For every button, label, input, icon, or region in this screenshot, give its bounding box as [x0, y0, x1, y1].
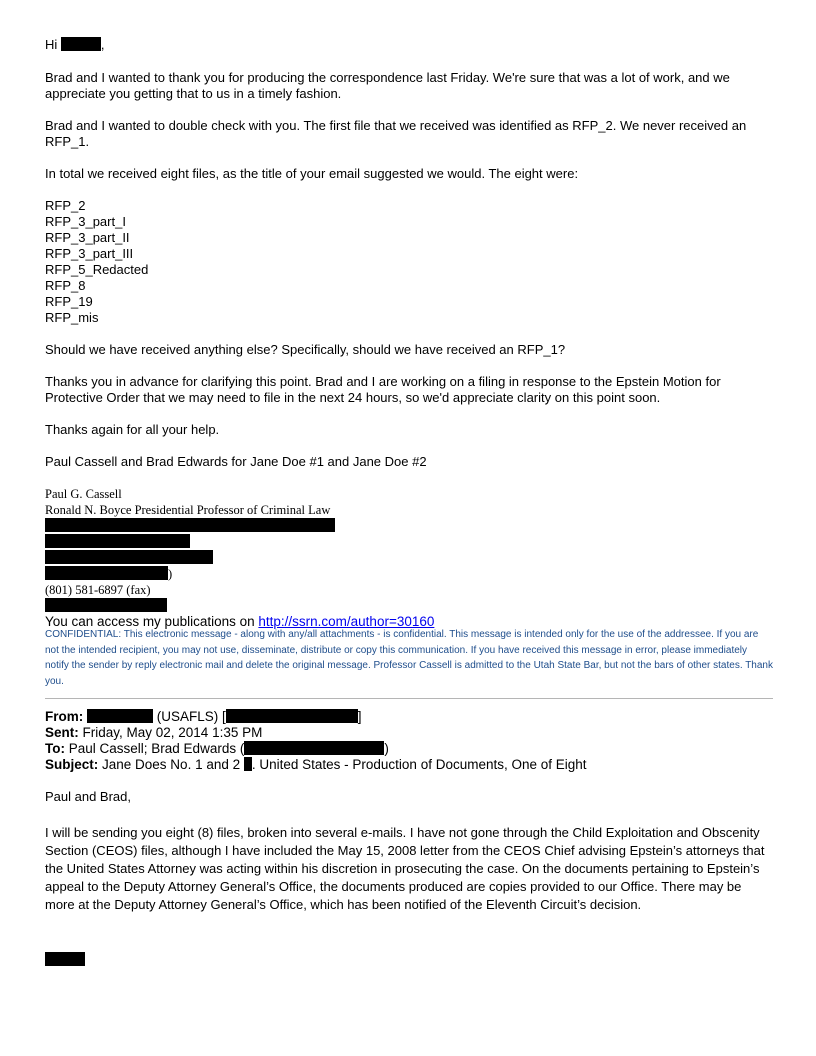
from-label: From: — [45, 709, 84, 724]
redacted-name — [61, 37, 101, 51]
paragraph-thanks-again: Thanks again for all your help. — [45, 422, 220, 437]
paragraph-sign-off: Paul Cassell and Brad Edwards for Jane Doe #1 and Jane Doe #2 — [45, 454, 427, 469]
confidentiality-notice: CONFIDENTIAL: This electronic message - along with any/all attachments - is confidential. This message is intended only for the use of the addressee. If you are not the intended recipient, you may not use, disseminate, distribute or copy this communication. If you have received this message in error, please immediately notify the sender by reply electronic mail and delete the original message. Professor Cassell is admitted to the Utah State Bar, but not the bars of other states. Thank you. — [45, 629, 773, 687]
signature-fax: (801) 581-6897 (fax) — [45, 583, 151, 597]
to-end: ) — [384, 741, 389, 756]
from-org: (USAFLS) [ — [153, 709, 226, 724]
file-list-item: RFP_3_part_II — [45, 230, 130, 245]
sent-value: Friday, May 02, 2014 1:35 PM — [78, 725, 263, 740]
phone-suffix: ) — [168, 567, 173, 581]
greeting-comma: , — [100, 37, 105, 52]
subject-line — [45, 757, 587, 773]
redacted-sender-signoff — [45, 952, 85, 966]
redacted-phone — [45, 566, 168, 580]
publications-link[interactable]: http://ssrn.com/author=30160 — [258, 614, 435, 629]
from-line — [45, 709, 587, 725]
greeting-line — [45, 37, 105, 53]
forwarded-paragraph: I will be sending you eight (8) files, broken into several e-mails. I have not gone through the Child Exploitation and Obscenity Section (CEOS) files, although I have included the May 15, 2008 letter from the CEOS Chief advising Epstein’s attorneys that the United States Attorney was acting within his discretion in prosecuting the case. On the documents pertaining to Epstein’s appeal to the Deputy Attorney General’s Office, the documents produced are copies provided to our Office. There may be more at the Deputy Attorney General’s Office, which has been notified of the Eleventh Circuit’s decision. — [45, 825, 765, 912]
sent-line — [45, 725, 587, 741]
file-list-item: RFP_8 — [45, 278, 86, 293]
forwarded-salutation: Paul and Brad, — [45, 789, 132, 804]
redacted-address-line — [45, 550, 213, 564]
paragraph-question: Should we have received anything else? Specifically, should we have received an RFP_1? — [45, 342, 566, 357]
signature-block — [45, 486, 335, 614]
subject-label: Subject: — [45, 757, 99, 772]
file-list-item: RFP_2 — [45, 198, 86, 213]
sent-label: Sent: — [45, 725, 79, 740]
signature-title: Ronald N. Boyce Presidential Professor of Criminal Law — [45, 503, 331, 517]
greeting-text: Hi — [45, 37, 58, 52]
redacted-email — [45, 598, 167, 612]
paragraph-thanks: Brad and I wanted to thank you for producing the correspondence last Friday. We're sure that was a lot of work, and we appreciate you getting that to us in a timely fashion. — [45, 70, 730, 101]
redacted-recipient-email — [244, 741, 384, 755]
redacted-sender-email — [226, 709, 358, 723]
subject-start: Jane Does No. 1 and 2 — [98, 757, 244, 772]
from-end: ] — [357, 709, 362, 724]
redacted-sender-name — [87, 709, 153, 723]
file-list-item: RFP_5_Redacted — [45, 262, 149, 277]
redacted-signoff — [45, 951, 85, 969]
divider — [45, 698, 773, 699]
redacted-subject-part — [244, 757, 252, 771]
file-list-item: RFP_3_part_I — [45, 214, 126, 229]
publications-text: You can access my publications on — [45, 614, 259, 629]
file-list-item: RFP_mis — [45, 310, 99, 325]
signature-name: Paul G. Cassell — [45, 487, 122, 501]
redacted-address-line — [45, 518, 335, 532]
paragraph-clarify: Thanks you in advance for clarifying this point. Brad and I are working on a filing in response to the Epstein Motion for Protective Order that we may need to file in the next 24 hours, so we'd appreciate clarity on this point soon. — [45, 374, 721, 405]
to-label: To: — [45, 741, 65, 756]
to-value: Paul Cassell; Brad Edwards ( — [65, 741, 245, 756]
paragraph-total-files: In total we received eight files, as the title of your email suggested we would. The eight were: — [45, 166, 579, 181]
forwarded-header — [45, 709, 587, 773]
file-list — [45, 198, 148, 326]
file-list-item: RFP_19 — [45, 294, 93, 309]
file-list-item: RFP_3_part_III — [45, 246, 134, 261]
subject-end: . United States - Production of Documents, One of Eight — [251, 757, 587, 772]
redacted-address-line — [45, 534, 190, 548]
to-line — [45, 741, 587, 757]
paragraph-double-check: Brad and I wanted to double check with you. The first file that we received was identified as RFP_2. We never received an RFP_1. — [45, 118, 747, 149]
